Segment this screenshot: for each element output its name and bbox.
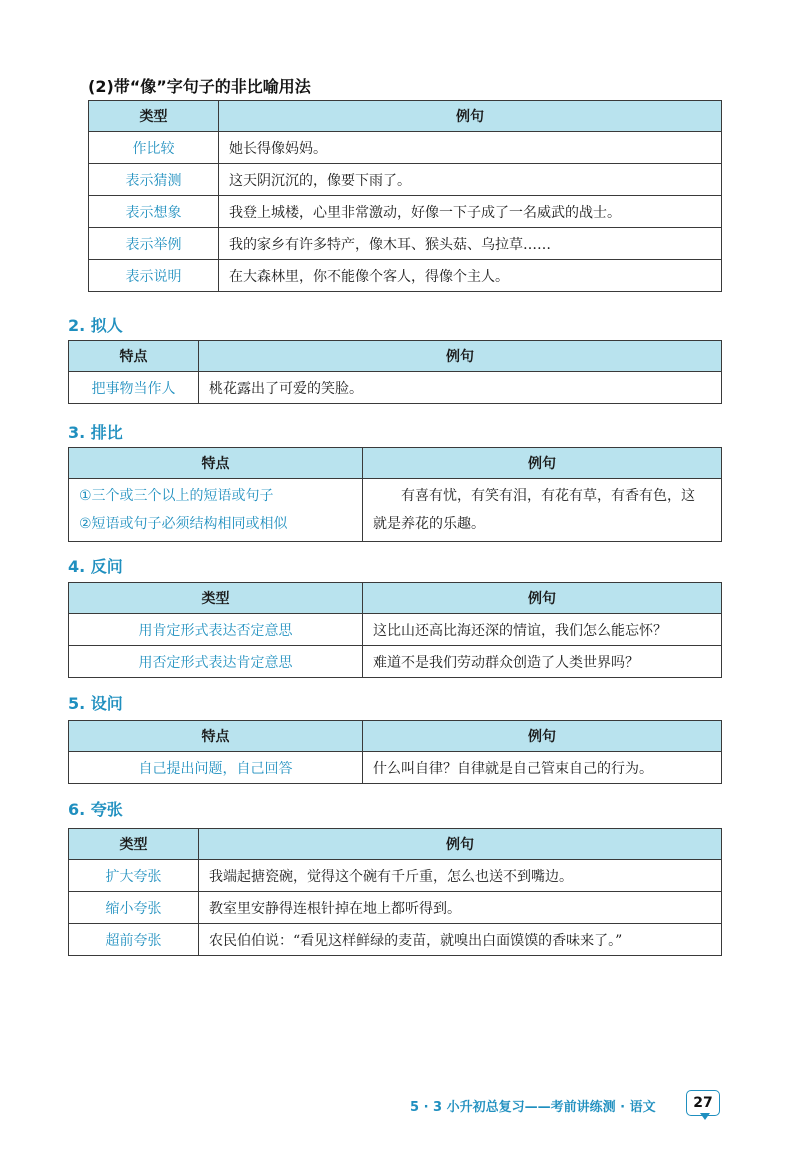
- table-header-row: [69, 448, 722, 479]
- table-header-row: [69, 829, 722, 860]
- column-header-feature: 特点: [69, 341, 199, 372]
- row-label: 表示举例: [89, 228, 219, 260]
- parallelism-table: [68, 447, 722, 542]
- section-title-hypophora: 5. 设问: [68, 694, 123, 713]
- section-title-personification: 2. 拟人: [68, 316, 123, 335]
- row-example: 这天阴沉沉的，像要下雨了。: [219, 164, 722, 196]
- row-label: 表示想象: [89, 196, 219, 228]
- table-row: [69, 614, 722, 646]
- row-example: 这比山还高比海还深的情谊，我们怎么能忘怀？: [363, 614, 722, 646]
- table-row: [69, 860, 722, 892]
- row-example: 在大森林里，你不能像个客人，得像个主人。: [219, 260, 722, 292]
- table-row: [69, 479, 722, 542]
- section-title-rhetorical-question: 4. 反问: [68, 557, 123, 576]
- table-header-row: [69, 721, 722, 752]
- table-row: [69, 752, 722, 784]
- column-header-example: 例句: [199, 829, 722, 860]
- column-header-feature: 特点: [69, 721, 363, 752]
- point-1: ①三个或三个以上的短语或句子: [79, 488, 274, 504]
- table-row: [89, 196, 722, 228]
- parallelism-example: [363, 479, 722, 542]
- table-row: [69, 892, 722, 924]
- row-example: 我登上城楼，心里非常激动，好像一下子成了一名威武的战士。: [219, 196, 722, 228]
- row-example: 她长得像妈妈。: [219, 132, 722, 164]
- row-example: 我的家乡有许多特产，像木耳、猴头菇、乌拉草……: [219, 228, 722, 260]
- section-title-parallelism: 3. 排比: [68, 423, 123, 442]
- row-label: 自己提出问题，自己回答: [69, 752, 363, 784]
- point-2: ②短语或句子必须结构相同或相似: [79, 516, 288, 532]
- column-header-example: 例句: [363, 583, 722, 614]
- row-label: 表示猜测: [89, 164, 219, 196]
- row-label: 扩大夸张: [69, 860, 199, 892]
- row-label: 把事物当作人: [69, 372, 199, 404]
- column-header-type: 类型: [69, 583, 363, 614]
- column-header-example: 例句: [363, 448, 722, 479]
- table-row: [89, 228, 722, 260]
- row-label: 用否定形式表达肯定意思: [69, 646, 363, 678]
- table-row: [89, 260, 722, 292]
- column-header-type: 类型: [89, 101, 219, 132]
- table-row: [89, 132, 722, 164]
- table-row: [89, 164, 722, 196]
- table-row: [69, 924, 722, 956]
- row-label: 用肯定形式表达否定意思: [69, 614, 363, 646]
- row-example: 桃花露出了可爱的笑脸。: [199, 372, 722, 404]
- table-header-row: [89, 101, 722, 132]
- table-row: [69, 646, 722, 678]
- page-number: 27: [686, 1090, 720, 1116]
- column-header-type: 类型: [69, 829, 199, 860]
- page-badge-tail-icon: [700, 1113, 710, 1120]
- row-example: 教室里安静得连根针掉在地上都听得到。: [199, 892, 722, 924]
- subsection-title: (2)带“像”字句子的非比喻用法: [88, 77, 311, 96]
- rhetorical-question-table: [68, 582, 722, 678]
- row-example: 我端起搪瓷碗，觉得这个碗有千斤重，怎么也送不到嘴边。: [199, 860, 722, 892]
- row-label: 超前夸张: [69, 924, 199, 956]
- hypophora-table: [68, 720, 722, 784]
- table-header-row: [69, 583, 722, 614]
- subsection-table: [88, 100, 722, 292]
- row-example: 农民伯伯说：“看见这样鲜绿的麦苗，就嗅出白面馍馍的香味来了。”: [199, 924, 722, 956]
- column-header-example: 例句: [363, 721, 722, 752]
- row-label: 作比较: [89, 132, 219, 164]
- section-title-hyperbole: 6. 夸张: [68, 800, 123, 819]
- example-line-2: 就是养花的乐趣。: [373, 516, 485, 532]
- hyperbole-table: [68, 828, 722, 956]
- row-example: 什么叫自律？自律就是自己管束自己的行为。: [363, 752, 722, 784]
- table-header-row: [69, 341, 722, 372]
- row-label: 表示说明: [89, 260, 219, 292]
- row-label: 缩小夸张: [69, 892, 199, 924]
- row-example: 难道不是我们劳动群众创造了人类世界吗？: [363, 646, 722, 678]
- table-row: [69, 372, 722, 404]
- column-header-example: 例句: [219, 101, 722, 132]
- column-header-feature: 特点: [69, 448, 363, 479]
- parallelism-points: [69, 479, 363, 542]
- example-line-1: 有喜有忧，有笑有泪，有花有草，有香有色，这: [401, 488, 695, 504]
- footer-book-title: 5 · 3 小升初总复习——考前讲练测 · 语文: [410, 1100, 656, 1115]
- personification-table: [68, 340, 722, 404]
- column-header-example: 例句: [199, 341, 722, 372]
